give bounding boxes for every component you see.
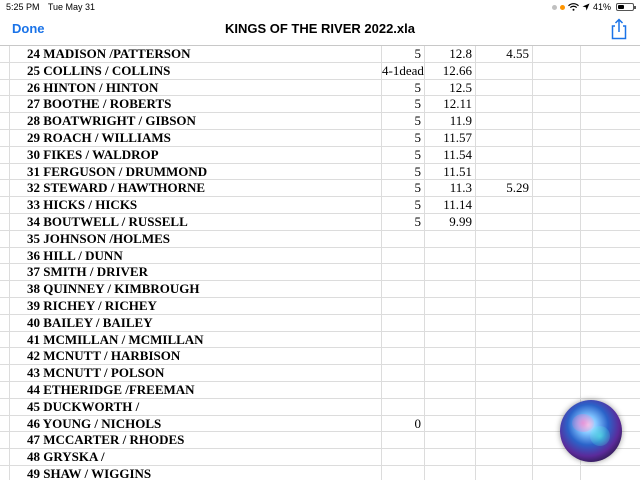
weight-cell[interactable]: 11.14 [425, 197, 476, 213]
weight-cell[interactable]: 11.57 [425, 130, 476, 146]
big-fish-cell[interactable]: 4.55 [476, 46, 533, 62]
empty-cell[interactable] [581, 164, 640, 180]
empty-cell[interactable] [581, 96, 640, 112]
count-cell[interactable] [382, 348, 425, 364]
row-gutter-cell[interactable] [0, 180, 10, 196]
team-name-cell[interactable]: 42 MCNUTT / HARBISON [10, 348, 382, 364]
table-row[interactable] [0, 348, 640, 365]
team-name-cell[interactable]: 31 FERGUSON / DRUMMOND [10, 164, 382, 180]
count-cell[interactable] [382, 399, 425, 415]
weight-cell[interactable] [425, 466, 476, 480]
empty-cell[interactable] [581, 130, 640, 146]
count-cell[interactable]: 5 [382, 214, 425, 230]
row-gutter-cell[interactable] [0, 130, 10, 146]
share-icon[interactable] [610, 18, 628, 40]
weight-cell[interactable]: 12.5 [425, 80, 476, 96]
row-gutter-cell[interactable] [0, 147, 10, 163]
big-fish-cell[interactable] [476, 80, 533, 96]
empty-cell[interactable] [533, 231, 581, 247]
big-fish-cell[interactable] [476, 96, 533, 112]
team-name-cell[interactable]: 44 ETHERIDGE /FREEMAN [10, 382, 382, 398]
empty-cell[interactable] [581, 147, 640, 163]
big-fish-cell[interactable] [476, 332, 533, 348]
row-gutter-cell[interactable] [0, 248, 10, 264]
team-name-cell[interactable]: 27 BOOTHE / ROBERTS [10, 96, 382, 112]
row-gutter-cell[interactable] [0, 416, 10, 432]
status-right [552, 2, 634, 12]
count-cell[interactable]: 5 [382, 80, 425, 96]
big-fish-cell[interactable] [476, 63, 533, 79]
team-name-cell[interactable]: 48 GRYSKA / [10, 449, 382, 465]
empty-cell[interactable] [581, 248, 640, 264]
row-gutter-cell[interactable] [0, 80, 10, 96]
big-fish-cell[interactable] [476, 466, 533, 480]
count-cell[interactable] [382, 382, 425, 398]
row-gutter-cell[interactable] [0, 315, 10, 331]
empty-cell[interactable] [581, 298, 640, 314]
location-arrow-icon [582, 3, 590, 11]
empty-cell[interactable] [581, 63, 640, 79]
row-gutter-cell[interactable] [0, 214, 10, 230]
big-fish-cell[interactable] [476, 315, 533, 331]
row-gutter-cell[interactable] [0, 382, 10, 398]
empty-cell[interactable] [581, 281, 640, 297]
weight-cell[interactable] [425, 231, 476, 247]
empty-cell[interactable] [533, 348, 581, 364]
empty-cell[interactable] [533, 281, 581, 297]
big-fish-cell[interactable] [476, 416, 533, 432]
team-name-cell[interactable]: 25 COLLINS / COLLINS [10, 63, 382, 79]
empty-cell[interactable] [581, 264, 640, 280]
empty-cell[interactable] [581, 348, 640, 364]
empty-cell[interactable] [581, 466, 640, 480]
wifi-icon [568, 3, 579, 11]
team-name-cell[interactable]: 34 BOUTWELL / RUSSELL [10, 214, 382, 230]
empty-cell[interactable] [581, 113, 640, 129]
count-cell[interactable]: 4-1dead [382, 62, 424, 78]
weight-cell[interactable]: 11.54 [425, 147, 476, 163]
row-gutter-cell[interactable] [0, 96, 10, 112]
empty-cell[interactable] [533, 197, 581, 213]
siri-orb-icon[interactable] [560, 400, 622, 462]
table-row[interactable] [0, 248, 640, 265]
table-row[interactable] [0, 197, 640, 214]
weight-cell[interactable] [425, 399, 476, 415]
document-title: KINGS OF THE RIVER 2022.xla [224, 21, 415, 36]
table-row[interactable] [0, 46, 640, 63]
empty-cell[interactable] [533, 214, 581, 230]
big-fish-cell[interactable] [476, 113, 533, 129]
weight-cell[interactable] [425, 332, 476, 348]
status-bar [0, 0, 640, 14]
big-fish-cell[interactable]: 5.29 [476, 180, 533, 196]
big-fish-cell[interactable] [476, 432, 533, 448]
empty-cell[interactable] [533, 315, 581, 331]
status-date: Tue May 31 [47, 2, 96, 12]
empty-cell[interactable] [533, 298, 581, 314]
battery-percent: 41% [592, 2, 611, 12]
count-cell[interactable]: 5 [382, 197, 425, 213]
row-gutter-cell[interactable] [0, 399, 10, 415]
team-name-cell[interactable]: 40 BAILEY / BAILEY [10, 315, 382, 331]
team-name-cell[interactable]: 39 RICHEY / RICHEY [10, 298, 382, 314]
row-gutter-cell[interactable] [0, 63, 10, 79]
count-cell[interactable] [382, 365, 425, 381]
team-name-cell[interactable]: 24 MADISON /PATTERSON [10, 46, 382, 62]
team-name-cell[interactable]: 26 HINTON / HINTON [10, 80, 382, 96]
empty-cell[interactable] [533, 264, 581, 280]
table-row[interactable] [0, 113, 640, 130]
weight-cell[interactable]: 11.9 [425, 113, 476, 129]
row-gutter-cell[interactable] [0, 164, 10, 180]
big-fish-cell[interactable] [476, 197, 533, 213]
weight-cell[interactable]: 11.3 [425, 180, 476, 196]
count-cell[interactable] [382, 466, 425, 480]
empty-cell[interactable] [581, 180, 640, 196]
weight-cell[interactable]: 12.11 [425, 96, 476, 112]
table-row[interactable] [0, 466, 640, 480]
count-cell[interactable] [382, 332, 425, 348]
count-cell[interactable] [382, 449, 425, 465]
count-cell[interactable] [382, 432, 425, 448]
empty-cell[interactable] [581, 80, 640, 96]
weight-cell[interactable] [425, 432, 476, 448]
row-gutter-cell[interactable] [0, 264, 10, 280]
table-row[interactable] [0, 365, 640, 382]
table-row[interactable] [0, 147, 640, 164]
team-name-cell[interactable]: 29 ROACH / WILLIAMS [10, 130, 382, 146]
row-gutter-cell[interactable] [0, 231, 10, 247]
table-row[interactable] [0, 63, 640, 80]
team-name-cell[interactable]: 47 MCCARTER / RHODES [10, 432, 382, 448]
empty-cell[interactable] [533, 248, 581, 264]
weight-cell[interactable] [425, 449, 476, 465]
row-gutter-cell[interactable] [0, 46, 10, 62]
battery-fill [618, 5, 624, 9]
empty-cell[interactable] [581, 46, 640, 62]
row-gutter-cell[interactable] [0, 449, 10, 465]
empty-cell[interactable] [533, 80, 581, 96]
team-name-cell[interactable]: 43 MCNUTT / POLSON [10, 365, 382, 381]
big-fish-cell[interactable] [476, 281, 533, 297]
row-gutter-cell[interactable] [0, 197, 10, 213]
empty-cell[interactable] [533, 382, 581, 398]
table-row[interactable] [0, 130, 640, 147]
table-row[interactable] [0, 164, 640, 181]
team-name-cell[interactable]: 37 SMITH / DRIVER [10, 264, 382, 280]
table-row[interactable] [0, 96, 640, 113]
table-row[interactable] [0, 231, 640, 248]
table-row[interactable] [0, 315, 640, 332]
count-cell[interactable] [382, 315, 425, 331]
count-cell[interactable]: 5 [382, 180, 425, 196]
weight-cell[interactable]: 12.66 [425, 63, 476, 79]
big-fish-cell[interactable] [476, 231, 533, 247]
battery-icon [616, 3, 634, 11]
weight-cell[interactable] [425, 264, 476, 280]
count-cell[interactable] [382, 298, 425, 314]
empty-cell[interactable] [533, 130, 581, 146]
team-name-cell[interactable]: 49 SHAW / WIGGINS [10, 466, 382, 480]
count-cell[interactable]: 5 [382, 46, 425, 62]
empty-cell[interactable] [533, 332, 581, 348]
weight-cell[interactable] [425, 365, 476, 381]
empty-cell[interactable] [533, 96, 581, 112]
count-cell[interactable]: 5 [382, 96, 425, 112]
team-name-cell[interactable]: 35 JOHNSON /HOLMES [10, 231, 382, 247]
count-cell[interactable]: 5 [382, 113, 425, 129]
table-row[interactable] [0, 214, 640, 231]
table-row[interactable] [0, 264, 640, 281]
big-fish-cell[interactable] [476, 298, 533, 314]
row-gutter-cell[interactable] [0, 298, 10, 314]
empty-cell[interactable] [581, 382, 640, 398]
table-row[interactable] [0, 180, 640, 197]
team-name-cell[interactable]: 32 STEWARD / HAWTHORNE [10, 180, 382, 196]
table-row[interactable] [0, 416, 640, 433]
count-cell[interactable] [382, 281, 425, 297]
count-cell[interactable] [382, 248, 425, 264]
table-row[interactable] [0, 382, 640, 399]
row-gutter-cell[interactable] [0, 113, 10, 129]
spreadsheet-grid[interactable] [0, 45, 640, 480]
count-cell[interactable]: 5 [382, 130, 425, 146]
team-name-cell[interactable]: 33 HICKS / HICKS [10, 197, 382, 213]
big-fish-cell[interactable] [476, 130, 533, 146]
empty-cell[interactable] [533, 113, 581, 129]
table-row[interactable] [0, 298, 640, 315]
empty-cell[interactable] [533, 147, 581, 163]
row-gutter-cell[interactable] [0, 332, 10, 348]
weight-cell[interactable] [425, 416, 476, 432]
table-row[interactable] [0, 332, 640, 349]
location-dot-icon [552, 5, 557, 10]
team-name-cell[interactable]: 41 MCMILLAN / MCMILLAN [10, 332, 382, 348]
empty-cell[interactable] [581, 332, 640, 348]
row-gutter-cell[interactable] [0, 365, 10, 381]
empty-cell[interactable] [581, 365, 640, 381]
empty-cell[interactable] [533, 46, 581, 62]
big-fish-cell[interactable] [476, 147, 533, 163]
count-cell[interactable]: 5 [382, 164, 425, 180]
empty-cell[interactable] [533, 365, 581, 381]
weight-cell[interactable]: 12.8 [425, 46, 476, 62]
row-gutter-cell[interactable] [0, 348, 10, 364]
big-fish-cell[interactable] [476, 382, 533, 398]
table-row[interactable] [0, 80, 640, 97]
count-cell[interactable]: 0 [382, 416, 425, 432]
row-gutter-cell[interactable] [0, 281, 10, 297]
status-left [6, 2, 101, 12]
big-fish-cell[interactable] [476, 365, 533, 381]
team-name-cell[interactable]: 46 YOUNG / NICHOLS [10, 416, 382, 432]
row-gutter-cell[interactable] [0, 466, 10, 480]
empty-cell[interactable] [533, 466, 581, 480]
done-button[interactable]: Done [12, 21, 45, 36]
row-gutter-cell[interactable] [0, 432, 10, 448]
big-fish-cell[interactable] [476, 399, 533, 415]
count-cell[interactable] [382, 264, 425, 280]
weight-cell[interactable] [425, 281, 476, 297]
status-time: 5:25 PM [6, 2, 40, 12]
empty-cell[interactable] [533, 164, 581, 180]
team-name-cell[interactable]: 30 FIKES / WALDROP [10, 147, 382, 163]
nav-bar [0, 14, 640, 44]
empty-cell[interactable] [533, 63, 581, 79]
big-fish-cell[interactable] [476, 214, 533, 230]
weight-cell[interactable]: 9.99 [425, 214, 476, 230]
weight-cell[interactable] [425, 382, 476, 398]
empty-cell[interactable] [581, 197, 640, 213]
empty-cell[interactable] [581, 214, 640, 230]
weight-cell[interactable] [425, 315, 476, 331]
big-fish-cell[interactable] [476, 248, 533, 264]
big-fish-cell[interactable] [476, 348, 533, 364]
empty-cell[interactable] [581, 231, 640, 247]
big-fish-cell[interactable] [476, 264, 533, 280]
empty-cell[interactable] [581, 315, 640, 331]
team-name-cell[interactable]: 45 DUCKWORTH / [10, 399, 382, 415]
team-name-cell[interactable]: 38 QUINNEY / KIMBROUGH [10, 281, 382, 297]
weight-cell[interactable]: 11.51 [425, 164, 476, 180]
team-name-cell[interactable]: 28 BOATWRIGHT / GIBSON [10, 113, 382, 129]
empty-cell[interactable] [533, 180, 581, 196]
table-row[interactable] [0, 399, 640, 416]
big-fish-cell[interactable] [476, 164, 533, 180]
count-cell[interactable]: 5 [382, 147, 425, 163]
table-row[interactable] [0, 449, 640, 466]
weight-cell[interactable] [425, 298, 476, 314]
table-row[interactable] [0, 281, 640, 298]
table-row[interactable] [0, 432, 640, 449]
mic-indicator-icon [560, 5, 565, 10]
count-cell[interactable] [382, 231, 425, 247]
weight-cell[interactable] [425, 348, 476, 364]
team-name-cell[interactable]: 36 HILL / DUNN [10, 248, 382, 264]
big-fish-cell[interactable] [476, 449, 533, 465]
weight-cell[interactable] [425, 248, 476, 264]
